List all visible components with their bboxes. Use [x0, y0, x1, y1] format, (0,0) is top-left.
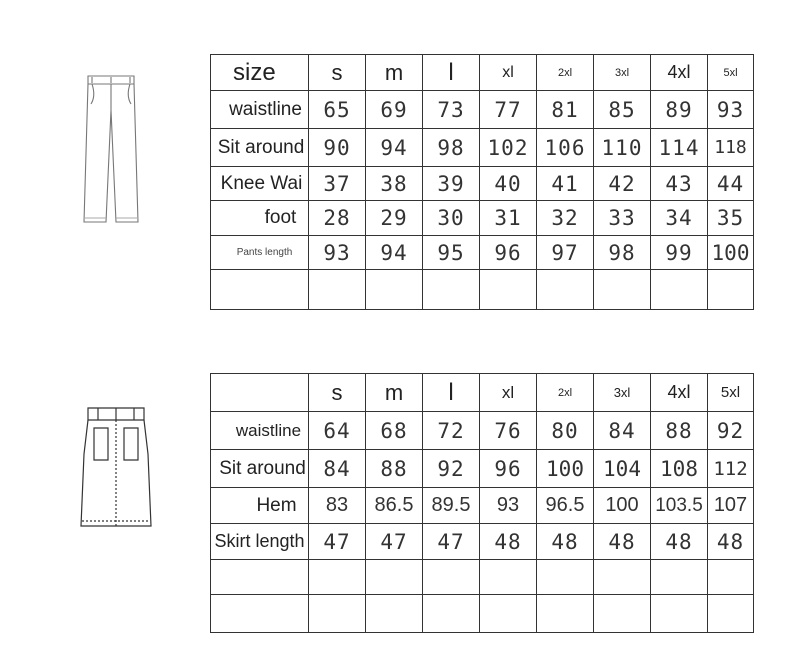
skirt-cell: 48	[708, 524, 754, 560]
pants-cell: 42	[594, 167, 651, 201]
pants-size-5xl: 5xl	[708, 55, 754, 91]
pants-cell: 69	[366, 91, 423, 129]
pants-cell: 37	[309, 167, 366, 201]
pants-row-length	[211, 236, 754, 270]
skirt-cell: 86.5	[366, 488, 423, 524]
pants-row-label: waistline	[211, 91, 309, 129]
pants-size-table	[210, 54, 754, 310]
pants-size-m: m	[366, 55, 423, 91]
skirt-size-5xl: 5xl	[708, 374, 754, 412]
skirt-cell: 88	[651, 412, 708, 450]
skirt-row-waistline	[211, 412, 754, 450]
skirt-row-empty	[211, 560, 754, 595]
skirt-cell: 48	[537, 524, 594, 560]
skirt-row-length	[211, 524, 754, 560]
pants-cell: 39	[423, 167, 480, 201]
pants-header-row	[211, 55, 754, 91]
pants-cell: 28	[309, 201, 366, 236]
pants-cell: 94	[366, 236, 423, 270]
pants-cell: 98	[423, 129, 480, 167]
skirt-cell: 103.5	[651, 488, 708, 524]
pants-cell: 118	[708, 129, 754, 167]
pants-cell: 29	[366, 201, 423, 236]
pants-row-sit-around	[211, 129, 754, 167]
skirt-header-row	[211, 374, 754, 412]
skirt-size-table	[210, 373, 754, 633]
pants-cell: 32	[537, 201, 594, 236]
skirt-corner-cell	[211, 374, 309, 412]
pants-row-knee	[211, 167, 754, 201]
skirt-cell: 48	[651, 524, 708, 560]
skirt-cell: 48	[594, 524, 651, 560]
pants-cell: 102	[480, 129, 537, 167]
skirt-cell: 107	[708, 488, 754, 524]
pants-row-label: foot	[211, 201, 309, 236]
skirt-cell: 100	[537, 450, 594, 488]
pants-cell: 94	[366, 129, 423, 167]
skirt-cell: 84	[594, 412, 651, 450]
pants-corner-label: size	[211, 55, 309, 91]
skirt-cell: 80	[537, 412, 594, 450]
skirt-row-sit-around	[211, 450, 754, 488]
skirt-cell: 100	[594, 488, 651, 524]
skirt-row-label: Hem	[211, 488, 309, 524]
pants-row-label: Pants length	[211, 236, 309, 270]
skirt-cell: 96	[480, 450, 537, 488]
pants-cell: 110	[594, 129, 651, 167]
pants-cell: 93	[708, 91, 754, 129]
skirt-cell: 64	[309, 412, 366, 450]
pants-cell: 98	[594, 236, 651, 270]
pants-cell: 65	[309, 91, 366, 129]
pants-cell: 73	[423, 91, 480, 129]
skirt-cell: 68	[366, 412, 423, 450]
skirt-size-l: l	[423, 374, 480, 412]
skirt-cell: 84	[309, 450, 366, 488]
skirt-cell: 48	[480, 524, 537, 560]
pants-cell: 99	[651, 236, 708, 270]
skirt-row-empty	[211, 595, 754, 633]
pants-cell: 93	[309, 236, 366, 270]
pants-cell: 30	[423, 201, 480, 236]
pants-size-l: l	[423, 55, 480, 91]
pants-cell: 77	[480, 91, 537, 129]
skirt-cell: 47	[423, 524, 480, 560]
pants-row-label: Knee Wai	[211, 167, 309, 201]
pants-sketch-icon	[80, 72, 142, 230]
pants-cell: 43	[651, 167, 708, 201]
pants-cell: 106	[537, 129, 594, 167]
skirt-row-label: Skirt length	[211, 524, 309, 560]
skirt-sketch-icon	[78, 404, 154, 534]
pants-cell: 85	[594, 91, 651, 129]
pants-cell: 90	[309, 129, 366, 167]
skirt-cell: 92	[423, 450, 480, 488]
pants-row-foot	[211, 201, 754, 236]
pants-size-4xl: 4xl	[651, 55, 708, 91]
pants-cell: 31	[480, 201, 537, 236]
pants-cell: 95	[423, 236, 480, 270]
skirt-row-hem	[211, 488, 754, 524]
pants-size-s: s	[309, 55, 366, 91]
pants-cell: 44	[708, 167, 754, 201]
skirt-size-s: s	[309, 374, 366, 412]
pants-cell: 100	[708, 236, 754, 270]
pants-cell: 114	[651, 129, 708, 167]
pants-cell: 33	[594, 201, 651, 236]
pants-cell: 34	[651, 201, 708, 236]
skirt-cell: 47	[366, 524, 423, 560]
skirt-size-2xl: 2xl	[537, 374, 594, 412]
pants-row-label: Sit around	[211, 129, 309, 167]
skirt-cell: 89.5	[423, 488, 480, 524]
pants-row-empty	[211, 270, 754, 310]
skirt-cell: 47	[309, 524, 366, 560]
skirt-cell: 83	[309, 488, 366, 524]
skirt-cell: 93	[480, 488, 537, 524]
skirt-cell: 76	[480, 412, 537, 450]
pants-cell: 89	[651, 91, 708, 129]
skirt-cell: 92	[708, 412, 754, 450]
skirt-cell: 88	[366, 450, 423, 488]
skirt-cell: 96.5	[537, 488, 594, 524]
pants-size-3xl: 3xl	[594, 55, 651, 91]
pants-cell: 81	[537, 91, 594, 129]
pants-cell: 97	[537, 236, 594, 270]
skirt-cell: 112	[708, 450, 754, 488]
pants-cell: 40	[480, 167, 537, 201]
skirt-cell: 72	[423, 412, 480, 450]
skirt-size-m: m	[366, 374, 423, 412]
pants-size-2xl: 2xl	[537, 55, 594, 91]
pants-cell: 35	[708, 201, 754, 236]
skirt-size-xl: xl	[480, 374, 537, 412]
pants-row-waistline	[211, 91, 754, 129]
pants-cell: 96	[480, 236, 537, 270]
pants-size-xl: xl	[480, 55, 537, 91]
skirt-row-label: Sit around	[211, 450, 309, 488]
skirt-size-4xl: 4xl	[651, 374, 708, 412]
skirt-size-3xl: 3xl	[594, 374, 651, 412]
pants-cell: 41	[537, 167, 594, 201]
skirt-cell: 108	[651, 450, 708, 488]
skirt-cell: 104	[594, 450, 651, 488]
skirt-row-label: waistline	[211, 412, 309, 450]
pants-cell: 38	[366, 167, 423, 201]
